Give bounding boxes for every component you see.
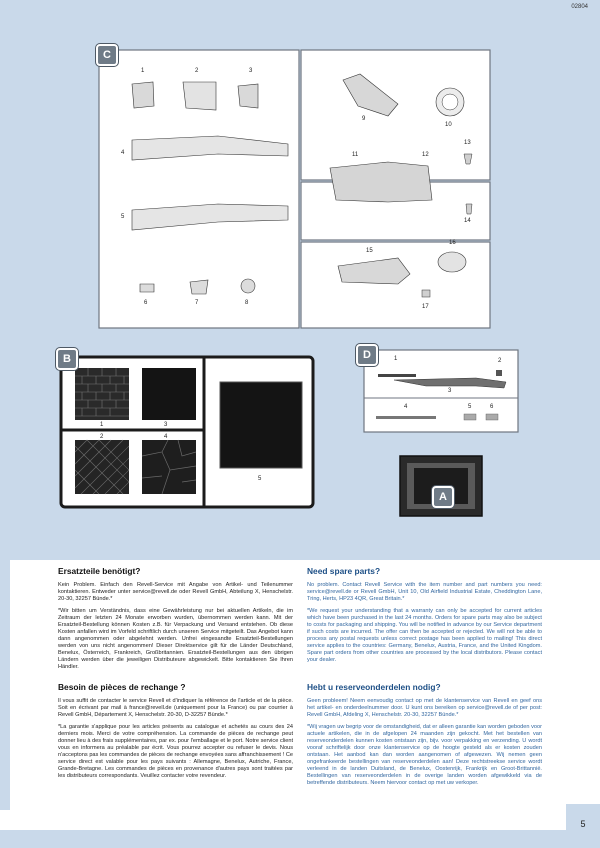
part-label: 4 xyxy=(121,150,125,156)
part-label: 5 xyxy=(121,214,125,220)
part-label: 2 xyxy=(100,434,104,440)
part-label: 1 xyxy=(100,422,104,428)
part-label: 8 xyxy=(245,300,249,306)
spare-parts-text-area xyxy=(0,560,600,848)
part-label: 6 xyxy=(490,404,494,410)
section-dutch xyxy=(307,682,542,792)
part-label: 14 xyxy=(464,218,471,224)
part-label: 5 xyxy=(258,476,262,482)
part-label: 6 xyxy=(144,300,148,306)
bottom-margin-strip xyxy=(0,830,566,848)
section-paragraph: Geen probleem! Neem eenvoudig contact op met de klantenservice van Revell en geef ons het artikel- en onderdeelnummer door. U kunt ons bereiken op service@revell.de of per post: Revell GmbH, Afdeling X, Henschelstr. 20-30, 32257 Bünde.* xyxy=(307,698,542,718)
sprue-d xyxy=(356,344,520,434)
part-label: 17 xyxy=(422,304,429,310)
section-paragraph: No problem. Contact Revell Service with the item number and part numbers you need: service@revell.de or Revell GmbH, Unit 10, Old Airfield Industrial Estate, Cheddington Lane, Tring, Herts, HP23 4QR, Great Britain.* xyxy=(307,582,542,602)
section-paragraph: Il vous suffit de contacter le service Revell et d'indiquer la référence de l'article et de la pièce. Soit en écrivant par mail à france@revell.de (uniquement pour la France) ou par courrier à Revell GmbH, Département X, Henschelstr. 20-30, D-32257 Bünde.* xyxy=(58,698,293,718)
sprue-d-badge: D xyxy=(356,344,378,366)
part-label: 16 xyxy=(449,240,456,246)
section-heading: Need spare parts? xyxy=(307,566,381,576)
section-english xyxy=(307,566,542,669)
section-paragraph: *La garantie s'applique pour les articles présents au catalogue et achetés au cours des 24 derniers mois. Merci de votre compréhension. La commande de pièces de rechange peut donner lieu à des frais supplémentaires, par ex. pour l'emballage et le port. Notre service client vous en informera au préalable par écrit. Vous pourrez accepter ou refuser le devis. Nous n'acceptons pas les commandes de pièces de rechange envoyées sans affranchissement ! Ce service direct est valable pour les pays suivants : Allemagne, Benelux, Autriche, France, Grande-Bretagne. Les commandes de pièces en provenance d'autres pays sont traitées par les distributeurs correspondants. Veuillez contacter votre revendeur. xyxy=(58,724,293,779)
sprue-a xyxy=(398,454,484,518)
section-german xyxy=(58,566,293,676)
section-french xyxy=(58,682,293,785)
section-paragraph: *We request your understanding that a warranty can only be accepted for current articles which have been purchased in the last 24 months. Orders for spare parts may also be subject to costs for packaging and shipping. You will be notified in advance by our Service department if such costs are incurred. The offer can then be accepted or rejected. We will not be able to process any postal requests unless correct postage has been applied to mailing! This direct service applies to the countries: Germany, Benelux, Austria, France, and the United Kingdom. Spare part orders from other countries are processed by the local distributors. Please contact your dealer. xyxy=(307,608,542,663)
part-label: 1 xyxy=(141,68,145,74)
sprue-c xyxy=(98,44,492,331)
sprue-b xyxy=(58,352,316,510)
section-heading: Besoin de pièces de rechange ? xyxy=(58,682,186,692)
section-paragraph: *Wij vragen uw begrip voor de omstandigheid, dat er alleen garantie kan worden geboden voor actuele artikelen, die in de afgelopen 24 maanden zijn gekocht. Met het bestellen van reserveonderdelen kunnen kosten ontstaan zijn, bijv. voor verpakking en verzending. U wordt vooraf schriftelijk door onze klantenservice op de hoogte gesteld als er kosten zouden ontstaan. Het aanbod kan dan worden aangenomen of afgewezen. Wij nemen geen ongefrankeerde bestellingen van reserveonderdelen aan! Deze rechtstreekse service wordt verleend in de landen Duitsland, de Benelux, Oostenrijk, Frankrijk en Groot-Brittannië. Bestellingen van reserveonderdelen in de overige landen worden afgewikkeld via de betreffende distributeurs. Neem hiervoor contact op met uw verkoper. xyxy=(307,724,542,786)
part-label: 1 xyxy=(394,356,398,362)
part-label: 2 xyxy=(195,68,199,74)
left-margin-strip xyxy=(0,560,10,810)
part-label: 3 xyxy=(164,422,168,428)
part-label: 12 xyxy=(422,152,429,158)
part-label: 13 xyxy=(464,140,471,146)
part-label: 4 xyxy=(404,404,408,410)
part-label: 4 xyxy=(164,434,168,440)
part-label: 11 xyxy=(352,152,359,158)
part-label: 10 xyxy=(445,122,452,128)
part-label: 2 xyxy=(498,358,502,364)
section-heading: Ersatzteile benötigt? xyxy=(58,566,141,576)
part-label: 9 xyxy=(362,116,366,122)
sprue-c-badge: C xyxy=(96,44,118,66)
part-label: 7 xyxy=(195,300,199,306)
section-paragraph: *Wir bitten um Verständnis, dass eine Gewährleistung nur bei aktuellen Artikeln, die im Zeitraum der letzten 24 Monate erworben wurden, übernommen werden kann. Mit der Ersatzteil-Bestellung können Kosten z.B. für Verpackung und Versand entstehen. Ob diese Kosten anfallen wird im Vorfeld schriftlich durch unseren Service mitgeteilt. Das Angebot kann dann angenommen oder abgelehnt werden. Unfrei eingesandte Ersatzteil-Bestellungen werden von uns nicht angenommen! Dieser Direktservice gilt für die Länder Deutschland, Benelux, Österreich, Frankreich, Großbritannien. Ersatzteil-Bestellungen aus den übrigen Ländern werden über die jeweiligen Distributeure abgewickelt. Bitte kontaktieren Sie Ihren Händler. xyxy=(58,608,293,670)
page-number: 5 xyxy=(566,804,600,848)
sprue-b-badge: B xyxy=(56,348,78,370)
part-label: 3 xyxy=(249,68,253,74)
section-paragraph: Kein Problem. Einfach den Revell-Service mit Angabe von Artikel- und Teilenummer kontaktieren. Entweder unter service@revell.de oder Revell GmbH, Abteilung X, Henschelstr. 20-30, 32257 Bünde.* xyxy=(58,582,293,602)
sprue-a-badge: A xyxy=(432,486,454,508)
part-label: 5 xyxy=(468,404,472,410)
document-code: 02804 xyxy=(571,4,588,10)
section-heading: Hebt u reserveonderdelen nodig? xyxy=(307,682,441,692)
part-label: 3 xyxy=(448,388,452,394)
part-label: 15 xyxy=(366,248,373,254)
